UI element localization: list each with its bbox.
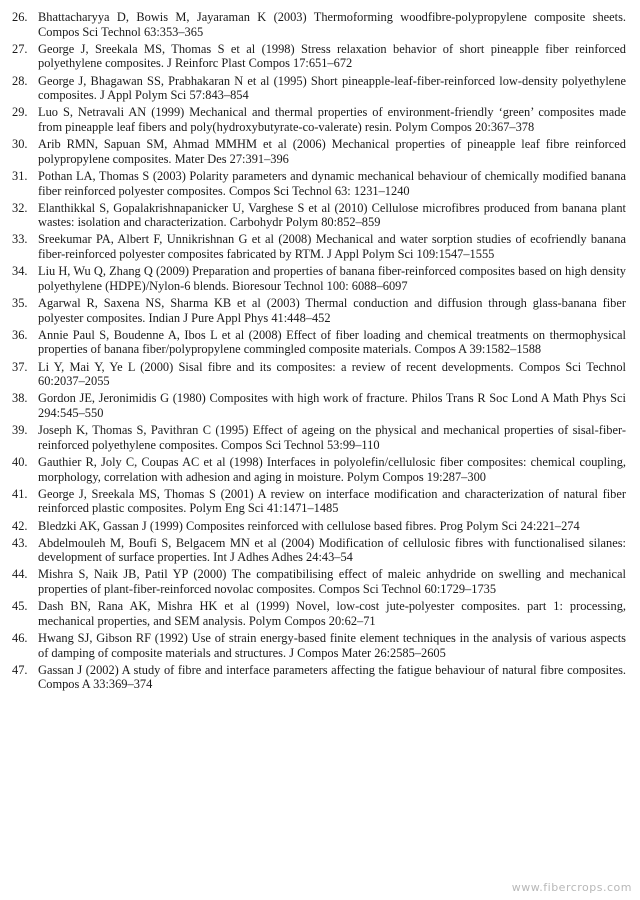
reference-item [12,567,626,596]
reference-text: Agarwal R, Saxena NS, Sharma KB et al (2003) Thermal conduction and diffusion through glass-banana fiber polyester composites. Indian J Pure Appl Phys 41:448–452 [38,296,626,325]
reference-text: Arib RMN, Sapuan SM, Ahmad MMHM et al (2006) Mechanical properties of pineapple leaf fibre reinforced polypropylene composites. Mater Des 27:391–396 [38,137,626,166]
reference-text: Pothan LA, Thomas S (2003) Polarity parameters and dynamic mechanical behaviour of chemically modified banana fiber reinforced polyester composites. Compos Sci Technol 63: 1231–1240 [38,168,626,198]
reference-item [12,169,626,198]
reference-number: 30. [12,137,28,152]
reference-item [12,10,626,39]
reference-list [12,10,626,692]
reference-item [12,391,626,420]
reference-number: 45. [12,599,28,614]
reference-number: 26. [12,10,28,24]
reference-text: Gassan J (2002) A study of fibre and interface parameters affecting the fatigue behaviour of natural fibre composites. Compos A 33:369–374 [38,662,626,692]
reference-text: Gauthier R, Joly C, Coupas AC et al (1998) Interfaces in polyolefin/cellulosic fiber composites: chemical coupling, morphology, correlation with adhesion and aging in moisture. Polym Compos 19:287–300 [38,454,626,484]
reference-item [12,536,626,565]
reference-text: Hwang SJ, Gibson RF (1992) Use of strain energy-based finite element techniques in the analysis of various aspects of damping of composite materials and structures. J Compos Mater 26:2585–2605 [38,631,626,660]
reference-number: 31. [12,168,28,183]
reference-text: George J, Sreekala MS, Thomas S et al (1998) Stress relaxation behavior of short pineapple fiber reinforced polyethylene composites. J Reinforc Plast Compos 17:651–672 [38,41,626,71]
reference-number: 35. [12,296,28,311]
reference-item [12,360,626,389]
reference-text: Liu H, Wu Q, Zhang Q (2009) Preparation and properties of banana fiber-reinforced composites based on high density polyethylene (HDPE)/Nylon-6 blends. Bioresour Technol 100: 6088–6097 [38,264,626,293]
reference-item [12,455,626,484]
reference-number: 38. [12,391,28,406]
reference-number: 37. [12,359,28,374]
reference-text: Joseph K, Thomas S, Pavithran C (1995) Effect of ageing on the physical and mechanical properties of sisal-fiber-reinforced polyethylene composites. Compos Sci Technol 53:99–110 [38,423,626,452]
reference-text: Annie Paul S, Boudenne A, Ibos L et al (2008) Effect of fiber loading and chemical treatments on thermophysical properties of banana fiber/polypropylene commingled composite materials. Compos A 39:1582–1588 [38,327,626,357]
reference-item [12,105,626,134]
reference-text: Abdelmouleh M, Boufi S, Belgacem MN et al (2004) Modification of cellulosic fibres with functionalised silanes: development of surface properties. Int J Adhes Adhes 24:43–54 [38,535,626,565]
reference-text: Gordon JE, Jeronimidis G (1980) Composites with high work of fracture. Philos Trans R Soc Lond A Math Phys Sci 294:545–550 [38,391,626,420]
reference-number: 27. [12,41,28,56]
reference-number: 44. [12,567,28,582]
reference-text: Luo S, Netravali AN (1999) Mechanical and thermal properties of environment-friendly ‘green’ composites made from pineapple leaf fibers and poly(hydroxybutyrate-co-valerate) resin. Polym Compos 20:367–378 [38,105,626,134]
reference-number: 28. [12,73,28,88]
reference-item [12,423,626,452]
reference-text: Dash BN, Rana AK, Mishra HK et al (1999) Novel, low-cost jute-polyester composites. part 1: processing, mechanical properties, and SEM analysis. Polym Compos 20:62–71 [38,599,626,628]
reference-number: 43. [12,535,28,550]
reference-item [12,663,626,692]
reference-number: 32. [12,200,28,215]
reference-item [12,264,626,293]
watermark-text: www.fibercrops.com [511,881,632,894]
reference-item [12,296,626,325]
reference-number: 33. [12,232,28,247]
reference-item [12,519,626,534]
reference-item [12,201,626,230]
reference-number: 39. [12,423,28,438]
reference-number: 29. [12,105,28,120]
reference-text: Mishra S, Naik JB, Patil YP (2000) The compatibilising effect of maleic anhydride on swelling and mechanical properties of plant-fiber-reinforced novolac composites. Compos Sci Technol 60:1729–1735 [38,567,626,597]
reference-text: George J, Bhagawan SS, Prabhakaran N et al (1995) Short pineapple-leaf-fiber-reinforced low-density polyethylene composites. J Appl Polym Sci 57:843–854 [38,73,626,103]
reference-item [12,42,626,71]
reference-number: 40. [12,454,28,469]
reference-item [12,631,626,660]
reference-text: Elanthikkal S, Gopalakrishnapanicker U, Varghese S et al (2010) Cellulose microfibres produced from banana plant wastes: isolation and characterization. Carbohydr Polym 80:852–859 [38,200,626,230]
reference-text: Sreekumar PA, Albert F, Unnikrishnan G et al (2008) Mechanical and water sorption studies of ecofriendly banana fiber-reinforced polyester composites fabricated by RTM. J Appl Polym Sci 109:1547–1555 [38,232,626,262]
reference-number: 41. [12,486,28,501]
reference-item [12,599,626,628]
reference-number: 42. [12,518,28,533]
reference-number: 47. [12,662,28,677]
reference-item [12,328,626,357]
reference-item [12,487,626,516]
reference-text: Bhattacharyya D, Bowis M, Jayaraman K (2003) Thermoforming woodfibre-polypropylene composite sheets. Compos Sci Technol 63:353–365 [38,10,626,39]
reference-number: 34. [12,264,28,279]
reference-number: 46. [12,631,28,646]
reference-text: Bledzki AK, Gassan J (1999) Composites reinforced with cellulose based fibres. Prog Polym Sci 24:221–274 [38,518,580,533]
reference-text: George J, Sreekala MS, Thomas S (2001) A review on interface modification and characterization of natural fiber reinforced plastic composites. Polym Eng Sci 41:1471–1485 [38,486,626,516]
reference-number: 36. [12,327,28,342]
reference-item [12,137,626,166]
reference-text: Li Y, Mai Y, Ye L (2000) Sisal fibre and its composites: a review of recent developments. Compos Sci Technol 60:2037–2055 [38,359,626,389]
reference-item [12,74,626,103]
reference-item [12,232,626,261]
